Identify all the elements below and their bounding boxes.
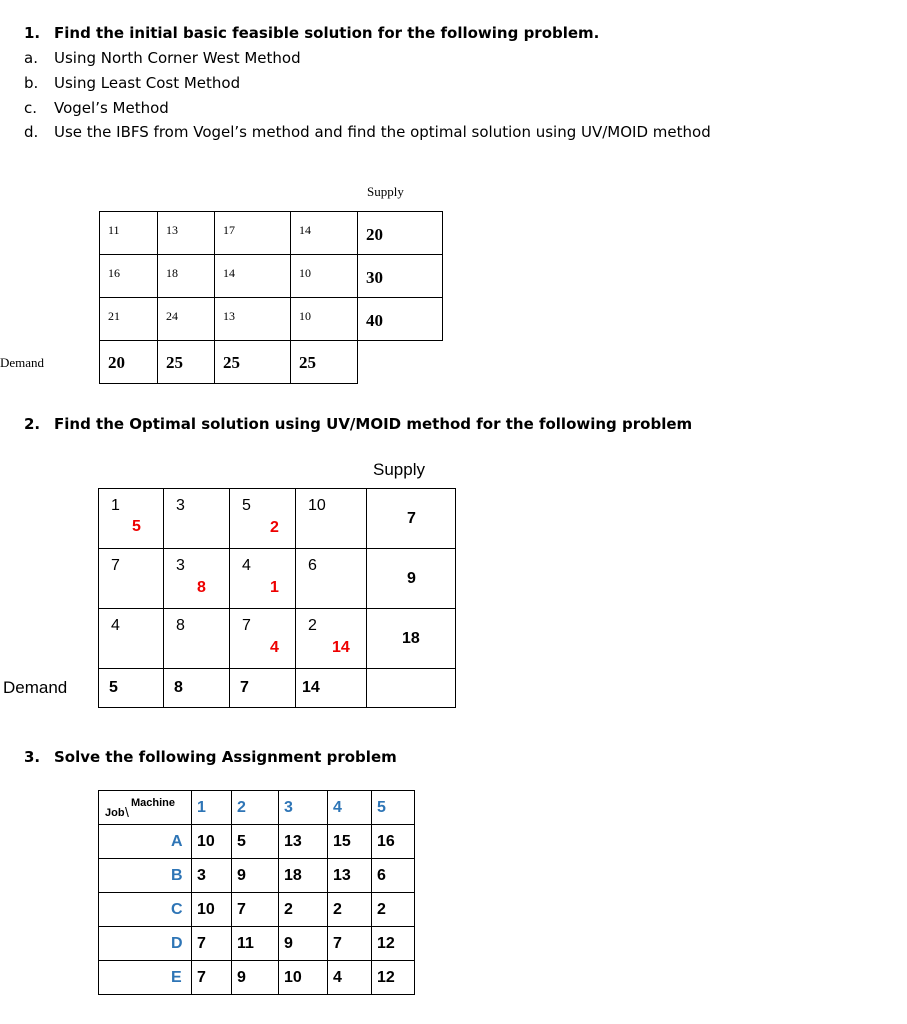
q2-cell bbox=[99, 489, 164, 549]
q2-cell bbox=[164, 489, 230, 549]
q1-cell bbox=[100, 298, 158, 341]
q1-cell bbox=[291, 255, 358, 298]
q2-demand-value: 14 bbox=[302, 679, 320, 696]
assignment-cell bbox=[279, 893, 328, 927]
assignment-cell bbox=[328, 961, 372, 995]
q2-cost: 4 bbox=[242, 557, 251, 574]
q1-cell bbox=[100, 255, 158, 298]
assignment-cell bbox=[328, 825, 372, 859]
q1-cell bbox=[215, 255, 291, 298]
q1-supply-label: Supply bbox=[367, 184, 404, 199]
q1-cost: 24 bbox=[166, 309, 178, 323]
q1-cell bbox=[215, 212, 291, 255]
q1-supply-value: 20 bbox=[366, 225, 383, 244]
q1-empty-cell bbox=[358, 341, 443, 384]
assignment-value: 9 bbox=[237, 969, 246, 986]
q2-cell bbox=[164, 609, 230, 669]
q1-cell bbox=[215, 298, 291, 341]
job-label-cell bbox=[99, 825, 192, 859]
q2-demand-value: 8 bbox=[174, 679, 183, 696]
assignment-value: 2 bbox=[333, 901, 342, 918]
assignment-value: 15 bbox=[333, 833, 351, 850]
q2-cell bbox=[296, 609, 367, 669]
q2-demand-value: 5 bbox=[109, 679, 118, 696]
job-label: D bbox=[171, 935, 183, 952]
q1-demand-row bbox=[100, 341, 443, 384]
q1-demand-value: 25 bbox=[299, 353, 316, 372]
job-machine-header bbox=[99, 791, 192, 825]
assignment-cell bbox=[192, 859, 232, 893]
q2-row bbox=[99, 609, 456, 669]
machine-header bbox=[328, 791, 372, 825]
q2-supply-cell bbox=[367, 489, 456, 549]
q2-cost: 3 bbox=[176, 557, 185, 574]
assignment-cell bbox=[192, 927, 232, 961]
assignment-value: 18 bbox=[284, 867, 302, 884]
assignment-value: 11 bbox=[237, 935, 254, 952]
job-label-cell bbox=[99, 927, 192, 961]
q1-cell bbox=[158, 255, 215, 298]
assignment-cell bbox=[372, 927, 415, 961]
assignment-cell bbox=[192, 961, 232, 995]
q1-cost: 16 bbox=[108, 266, 120, 280]
question-2-text: Find the Optimal solution using UV/MOID method for the following problem bbox=[54, 415, 693, 433]
machine-header bbox=[192, 791, 232, 825]
q2-allocation: 5 bbox=[132, 518, 141, 535]
assignment-cell bbox=[279, 961, 328, 995]
assignment-cell bbox=[328, 893, 372, 927]
q2-cost: 6 bbox=[308, 557, 317, 574]
q2-demand-cell bbox=[230, 669, 296, 708]
q1-demand-value: 25 bbox=[223, 353, 240, 372]
q1-item-d-text: Use the IBFS from Vogel’s method and find the optimal solution using UV/MOID method bbox=[54, 123, 711, 141]
q1-item-a bbox=[24, 49, 301, 67]
assignment-value: 4 bbox=[333, 969, 342, 986]
assignment-value: 7 bbox=[237, 901, 246, 918]
q1-row bbox=[100, 212, 443, 255]
q1-item-b bbox=[24, 74, 240, 92]
q1-demand-label: Demand bbox=[0, 355, 45, 370]
q1-cost: 11 bbox=[108, 223, 120, 237]
q2-allocation: 1 bbox=[270, 579, 279, 596]
q2-allocation: 14 bbox=[332, 639, 350, 656]
assignment-value: 7 bbox=[333, 935, 342, 952]
q1-demand-cell bbox=[158, 341, 215, 384]
q1-row bbox=[100, 255, 443, 298]
q1-cost: 14 bbox=[299, 223, 311, 237]
question-3-title bbox=[24, 748, 397, 766]
assignment-table bbox=[98, 790, 415, 995]
q2-cost: 7 bbox=[242, 617, 251, 634]
q2-cell bbox=[99, 549, 164, 609]
q2-demand-value: 7 bbox=[240, 679, 249, 696]
q2-cost: 4 bbox=[111, 617, 120, 634]
q1-cell bbox=[158, 298, 215, 341]
question-2-number: 2. bbox=[24, 415, 41, 433]
assignment-cell bbox=[279, 927, 328, 961]
q2-row bbox=[99, 549, 456, 609]
q1-supply-value: 30 bbox=[366, 268, 383, 287]
machine-header-label: Machine bbox=[131, 797, 176, 809]
assignment-value: 2 bbox=[377, 901, 386, 918]
question-3-number: 3. bbox=[24, 748, 41, 766]
q2-supply-value: 9 bbox=[407, 570, 416, 587]
question-3-text: Solve the following Assignment problem bbox=[54, 748, 397, 766]
machine-header bbox=[279, 791, 328, 825]
assignment-cell bbox=[372, 825, 415, 859]
q1-cost: 18 bbox=[166, 266, 178, 280]
q1-demand-cell bbox=[291, 341, 358, 384]
q2-allocation: 8 bbox=[197, 579, 206, 596]
q2-cell bbox=[99, 609, 164, 669]
q2-cell bbox=[230, 609, 296, 669]
q1-cost: 14 bbox=[223, 266, 235, 280]
q2-cost: 8 bbox=[176, 617, 185, 634]
assignment-cell bbox=[372, 859, 415, 893]
q2-cost: 7 bbox=[111, 557, 120, 574]
q1-supply-value: 40 bbox=[366, 311, 383, 330]
q2-cost: 2 bbox=[308, 617, 317, 634]
q2-cost: 10 bbox=[308, 497, 326, 514]
assignment-value: 12 bbox=[377, 969, 395, 986]
q2-cell bbox=[230, 489, 296, 549]
q1-supply-cell bbox=[358, 298, 443, 341]
assignment-value: 7 bbox=[197, 935, 206, 952]
assignment-cell bbox=[232, 859, 279, 893]
assignment-cell bbox=[232, 961, 279, 995]
assignment-cell bbox=[232, 893, 279, 927]
job-label-cell bbox=[99, 893, 192, 927]
q1-cost: 13 bbox=[223, 309, 235, 323]
job-label-cell bbox=[99, 961, 192, 995]
assignment-header-row bbox=[99, 791, 415, 825]
assignment-cell bbox=[192, 825, 232, 859]
machine-header bbox=[372, 791, 415, 825]
q1-item-c-text: Vogel’s Method bbox=[54, 99, 169, 117]
assignment-value: 10 bbox=[197, 901, 215, 918]
q2-empty-cell bbox=[367, 669, 456, 708]
assignment-value: 6 bbox=[377, 867, 386, 884]
q1-cost: 21 bbox=[108, 309, 120, 323]
q2-allocation: 4 bbox=[270, 639, 279, 656]
q1-item-c-letter: c. bbox=[24, 99, 38, 117]
question-1-number: 1. bbox=[24, 24, 41, 42]
q2-demand-row bbox=[99, 669, 456, 708]
machine-header bbox=[232, 791, 279, 825]
q2-demand-cell bbox=[296, 669, 367, 708]
q1-item-b-text: Using Least Cost Method bbox=[54, 74, 241, 92]
q1-item-c bbox=[24, 99, 169, 117]
question-2-title bbox=[24, 415, 692, 433]
assignment-cell bbox=[232, 825, 279, 859]
q2-supply-value: 18 bbox=[402, 630, 420, 647]
q1-item-a-letter: a. bbox=[24, 49, 38, 67]
job-label: E bbox=[171, 969, 182, 986]
assignment-cell bbox=[192, 893, 232, 927]
q2-cost-table bbox=[98, 488, 456, 708]
assignment-row bbox=[99, 859, 415, 893]
q2-allocation: 2 bbox=[270, 519, 279, 536]
q1-demand-value: 20 bbox=[108, 353, 125, 372]
q1-item-d bbox=[24, 123, 711, 141]
q2-cost: 3 bbox=[176, 497, 185, 514]
job-label: C bbox=[171, 901, 183, 918]
header-divider-slash: \ bbox=[125, 804, 129, 820]
machine-number: 1 bbox=[197, 799, 206, 816]
question-1-text: Find the initial basic feasible solution for the following problem. bbox=[54, 24, 600, 42]
assignment-cell bbox=[328, 859, 372, 893]
q2-cell bbox=[164, 549, 230, 609]
job-header-label: Job bbox=[105, 807, 125, 819]
assignment-value: 3 bbox=[197, 867, 206, 884]
q1-cost: 13 bbox=[166, 223, 178, 237]
q1-demand-cell bbox=[100, 341, 158, 384]
q1-cell bbox=[100, 212, 158, 255]
assignment-cell bbox=[372, 893, 415, 927]
q2-demand-cell bbox=[99, 669, 164, 708]
q2-supply-value: 7 bbox=[407, 510, 416, 527]
machine-number: 2 bbox=[237, 799, 246, 816]
q1-item-d-letter: d. bbox=[24, 123, 39, 141]
q2-cell bbox=[230, 549, 296, 609]
assignment-row bbox=[99, 825, 415, 859]
q1-supply-cell bbox=[358, 255, 443, 298]
assignment-value: 9 bbox=[284, 935, 293, 952]
q2-cell bbox=[296, 489, 367, 549]
q2-demand-label: Demand bbox=[3, 678, 68, 697]
assignment-cell bbox=[372, 961, 415, 995]
q1-row bbox=[100, 298, 443, 341]
q1-demand-value: 25 bbox=[166, 353, 183, 372]
assignment-value: 13 bbox=[284, 833, 302, 850]
machine-number: 5 bbox=[377, 799, 386, 816]
q2-cost: 5 bbox=[242, 497, 251, 514]
q2-row bbox=[99, 489, 456, 549]
assignment-value: 7 bbox=[197, 969, 206, 986]
job-label: A bbox=[171, 833, 183, 850]
assignment-value: 9 bbox=[237, 867, 246, 884]
q1-cell bbox=[158, 212, 215, 255]
assignment-value: 16 bbox=[377, 833, 395, 850]
q2-supply-label: Supply bbox=[373, 460, 425, 479]
assignment-value: 10 bbox=[197, 833, 215, 850]
assignment-value: 13 bbox=[333, 867, 351, 884]
assignment-cell bbox=[279, 859, 328, 893]
assignment-value: 5 bbox=[237, 833, 246, 850]
q2-supply-cell bbox=[367, 609, 456, 669]
job-label-cell bbox=[99, 859, 192, 893]
q1-cell bbox=[291, 298, 358, 341]
assignment-cell bbox=[328, 927, 372, 961]
question-1-title bbox=[24, 24, 599, 42]
q1-cost: 10 bbox=[299, 309, 311, 323]
assignment-value: 12 bbox=[377, 935, 395, 952]
q1-cost-table bbox=[99, 211, 443, 384]
assignment-row bbox=[99, 961, 415, 995]
q1-item-a-text: Using North Corner West Method bbox=[54, 49, 301, 67]
q2-demand-cell bbox=[164, 669, 230, 708]
assignment-cell bbox=[279, 825, 328, 859]
machine-number: 3 bbox=[284, 799, 293, 816]
q2-cost: 1 bbox=[111, 497, 120, 514]
assignment-value: 10 bbox=[284, 969, 302, 986]
machine-number: 4 bbox=[333, 799, 342, 816]
assignment-row bbox=[99, 893, 415, 927]
assignment-value: 2 bbox=[284, 901, 293, 918]
q1-supply-cell bbox=[358, 212, 443, 255]
assignment-cell bbox=[232, 927, 279, 961]
job-label: B bbox=[171, 867, 183, 884]
q1-demand-cell bbox=[215, 341, 291, 384]
q1-cost: 10 bbox=[299, 266, 311, 280]
q2-supply-cell bbox=[367, 549, 456, 609]
assignment-row bbox=[99, 927, 415, 961]
q2-cell bbox=[296, 549, 367, 609]
q1-cell bbox=[291, 212, 358, 255]
q1-item-b-letter: b. bbox=[24, 74, 39, 92]
q1-cost: 17 bbox=[223, 223, 235, 237]
